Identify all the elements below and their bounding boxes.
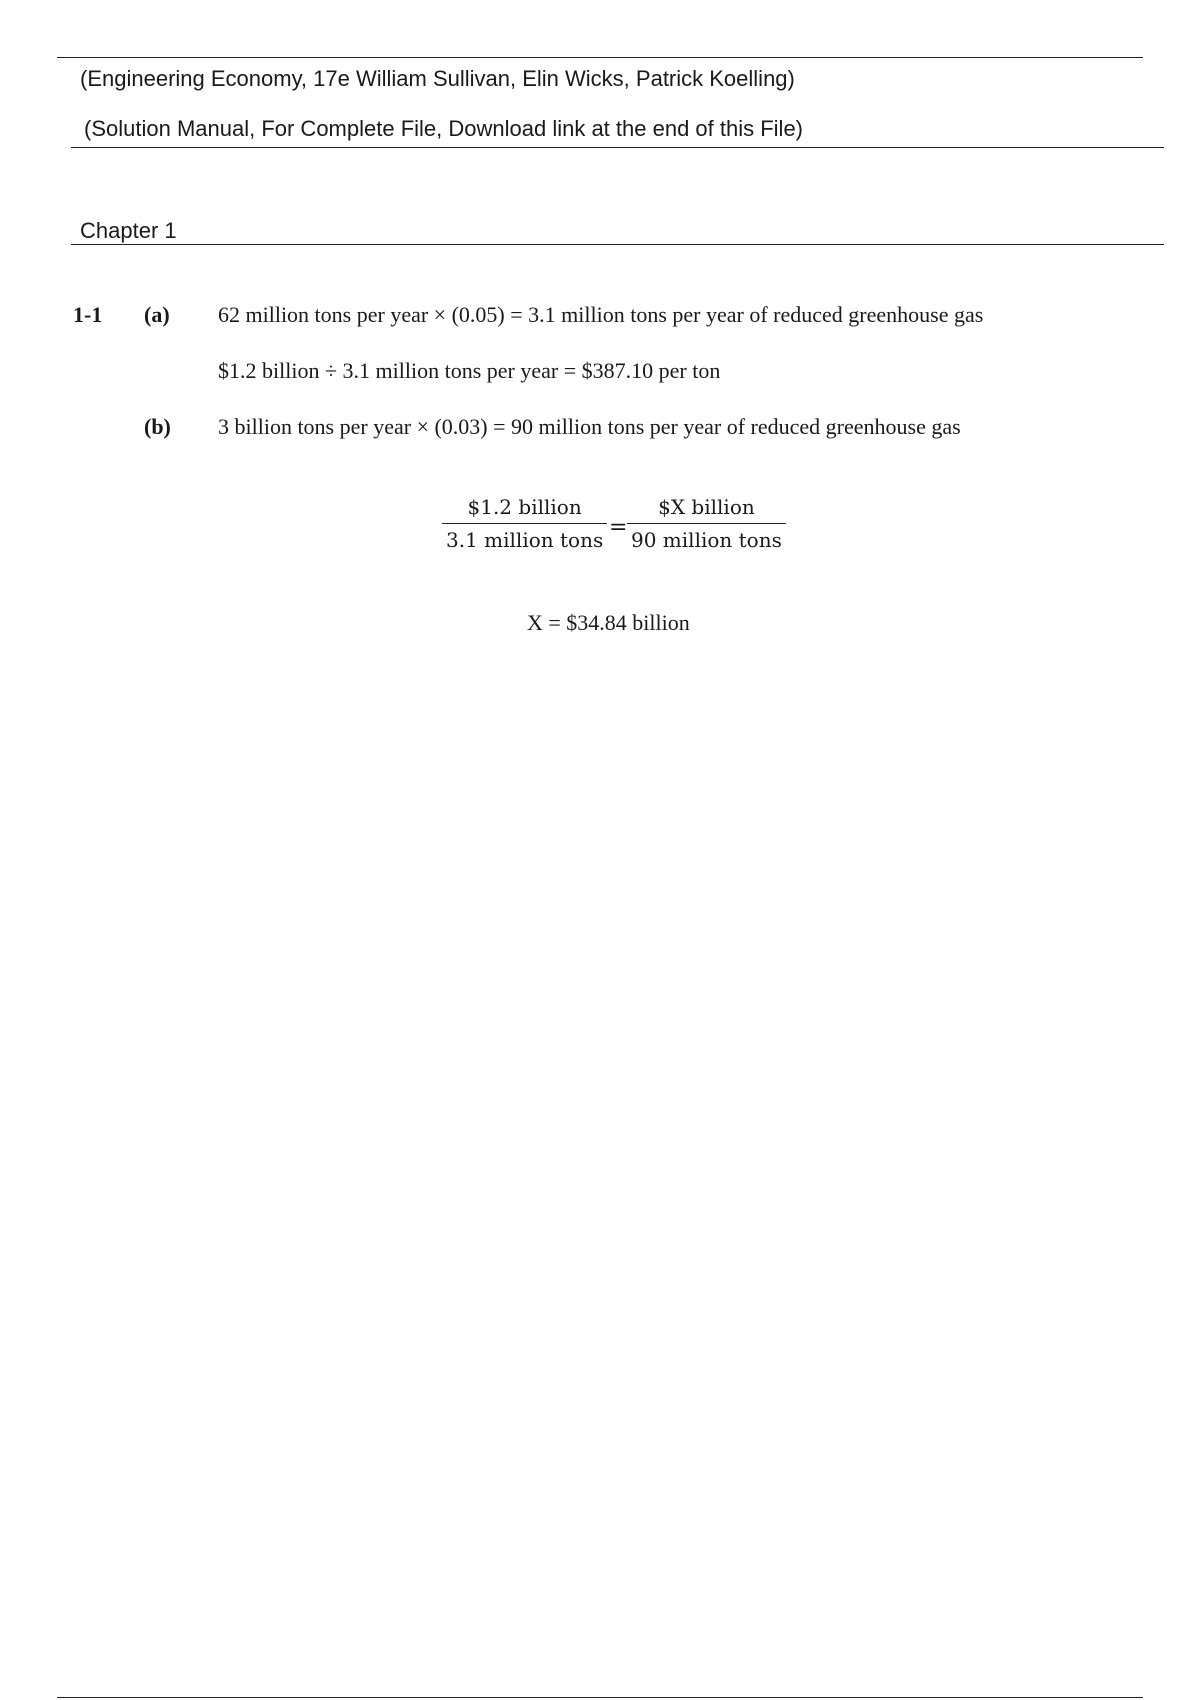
part-a-line-2: $1.2 billion ÷ 3.1 million tons per year = $387.10 per ton bbox=[218, 358, 721, 383]
part-a-line-1: 62 million tons per year × (0.05) = 3.1 million tons per year of reduced greenhouse gas bbox=[218, 302, 984, 327]
problem-number: 1-1 bbox=[73, 302, 103, 327]
header-solution-manual-note: (Solution Manual, For Complete File, Download link at the end of this File) bbox=[84, 116, 804, 141]
equation-left-denominator: 3.1 million tons bbox=[446, 528, 604, 552]
footer-rule bbox=[57, 1697, 1143, 1698]
part-b-line-1: 3 billion tons per year × (0.03) = 90 million tons per year of reduced greenhouse gas bbox=[218, 414, 961, 439]
header-book-title: (Engineering Economy, 17e William Sullivan, Elin Wicks, Patrick Koelling) bbox=[80, 66, 795, 91]
chapter-rule bbox=[71, 244, 1164, 245]
equation-left-numerator: $1.2 billion bbox=[467, 495, 582, 519]
part-b-label: (b) bbox=[144, 414, 171, 439]
part-b-result: X = $34.84 billion bbox=[527, 610, 690, 635]
equation-right-fraction bbox=[627, 495, 786, 552]
header-top-rule bbox=[57, 57, 1143, 58]
equation-right-denominator: 90 million tons bbox=[631, 528, 782, 552]
equation-equals-sign: = bbox=[609, 515, 628, 540]
equation-left-fraction bbox=[442, 495, 607, 552]
part-a-label: (a) bbox=[144, 302, 170, 327]
header-bottom-rule bbox=[71, 147, 1164, 148]
chapter-title: Chapter 1 bbox=[80, 218, 177, 243]
equation-right-numerator: $X billion bbox=[658, 495, 755, 519]
